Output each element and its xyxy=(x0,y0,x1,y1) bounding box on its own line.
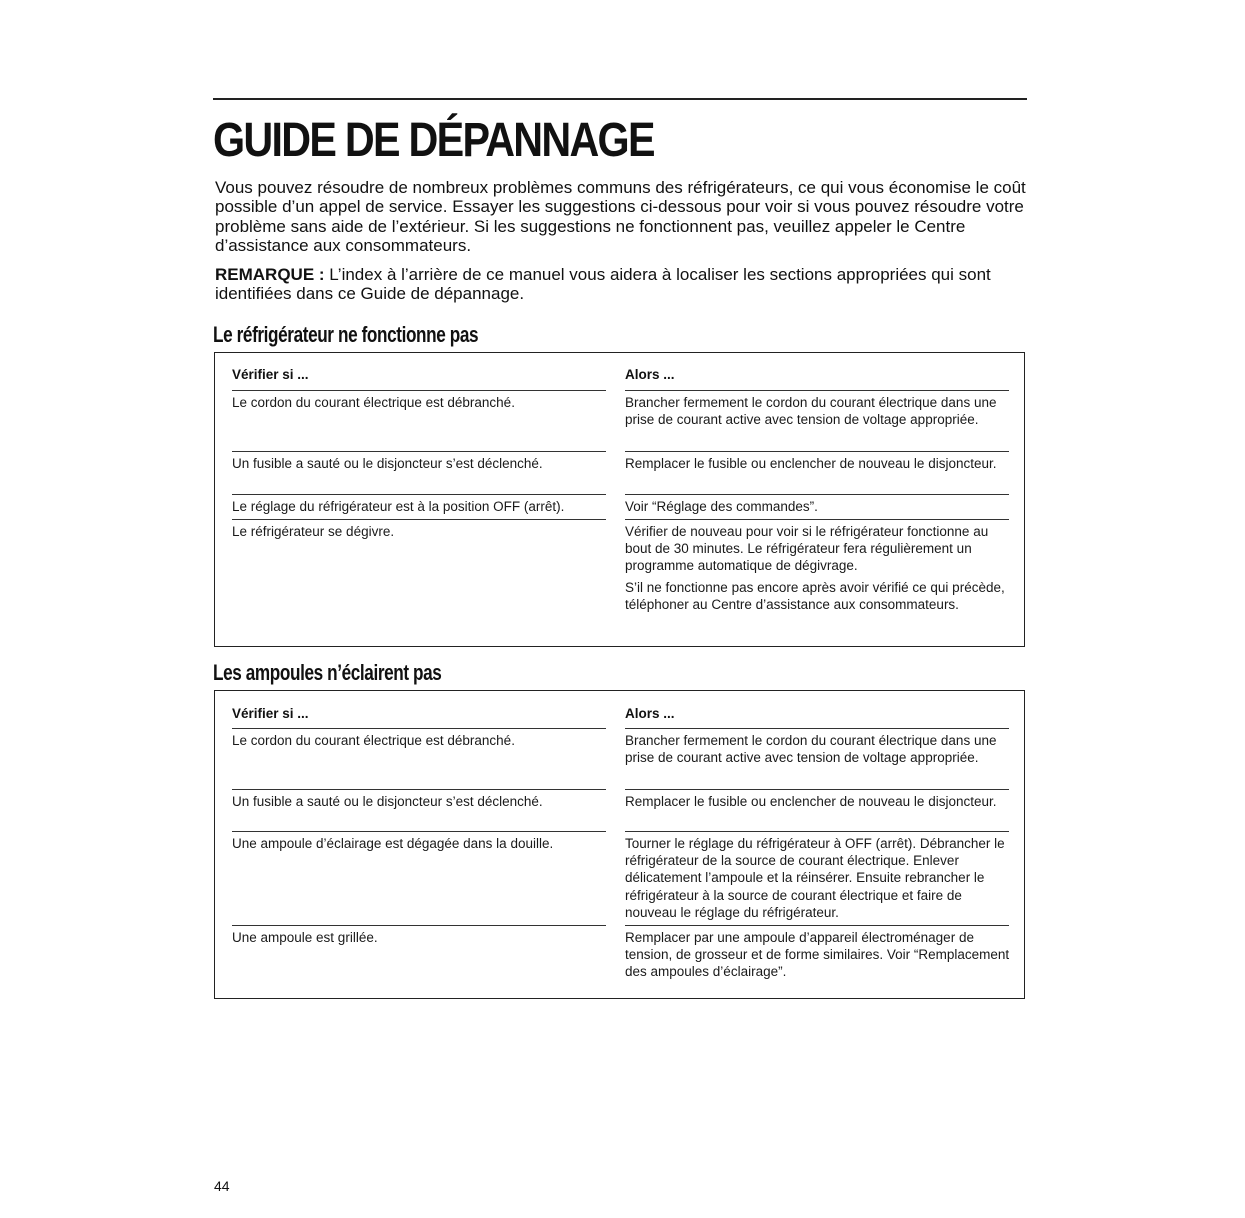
table-cell-check: Une ampoule d’éclairage est dégagée dans la douille. xyxy=(232,836,554,851)
divider xyxy=(625,831,1009,832)
intro-paragraph: Vous pouvez résoudre de nombreux problèmes communs des réfrigérateurs, ce qui vous économise le coût possible d’un appel de service. Essayer les suggestions ci-dessous pour voir si vous pouvez résoudre votre problème sans aide de l’extérieur. Si les suggestions ne fonctionnent pas, veuillez appeler le Centre d’assistance aux consommateurs. xyxy=(215,178,1026,256)
table-cell-then: Remplacer par une ampoule d’appareil électroménager de tension, de grosseur et de forme similaires. Voir “Remplacement des ampoules d’éclairage”. xyxy=(625,930,1010,980)
divider xyxy=(625,925,1009,926)
divider xyxy=(232,451,606,452)
table-cell-check: Un fusible a sauté ou le disjoncteur s’est déclenché. xyxy=(232,456,543,471)
table-cell-then xyxy=(625,523,1010,617)
table-cell-then: Remplacer le fusible ou enclencher de nouveau le disjoncteur. xyxy=(625,794,997,809)
column-header-then: Alors ... xyxy=(625,706,675,721)
section-title-not-running: Le réfrigérateur ne fonctionne pas xyxy=(213,322,479,347)
note-text: L’index à l’arrière de ce manuel vous aidera à localiser les sections appropriées qui sont identifiées dans ce Guide de dépannage. xyxy=(215,265,991,304)
page-number: 44 xyxy=(214,1178,230,1194)
table-cell-then: Brancher fermement le cordon du courant électrique dans une prise de courant active avec tension de voltage appropriée. xyxy=(625,733,997,766)
table-cell-check: Le cordon du courant électrique est débranché. xyxy=(232,395,515,410)
paragraph: S’il ne fonctionne pas encore après avoir vérifié ce qui précède, téléphoner au Centre d’assistance aux consommateurs. xyxy=(625,579,1005,612)
table-not-running xyxy=(214,352,1025,647)
table-cell-then: Voir “Réglage des commandes”. xyxy=(625,499,818,514)
table-lights-off xyxy=(214,690,1025,999)
section-title-lights-off: Les ampoules n’éclairent pas xyxy=(213,660,442,685)
table-cell-then: Brancher fermement le cordon du courant électrique dans une prise de courant active avec tension de voltage appropriée. xyxy=(625,395,997,428)
paragraph: Vérifier de nouveau pour voir si le réfrigérateur fonctionne au bout de 30 minutes. Le réfrigérateur fera régulièrement un programme automatique de dégivrage. xyxy=(625,524,989,574)
divider xyxy=(232,494,606,495)
divider xyxy=(232,728,606,729)
column-header-check: Vérifier si ... xyxy=(232,706,309,721)
top-rule xyxy=(213,98,1027,100)
table-cell-then: Tourner le réglage du réfrigérateur à OFF (arrêt). Débrancher le réfrigérateur de la source de courant électrique. Enlever délicatement l’ampoule et la réinsérer. Ensuite rebrancher le réfrigérateur à la source de courant électrique et faire de nouveau le réglage du réfrigérateur. xyxy=(625,836,1005,920)
table-cell-check: Une ampoule est grillée. xyxy=(232,930,378,945)
table-cell-check: Le réfrigérateur se dégivre. xyxy=(232,524,395,539)
table-cell-check: Un fusible a sauté ou le disjoncteur s’est déclenché. xyxy=(232,794,543,809)
divider xyxy=(625,451,1009,452)
divider xyxy=(625,728,1009,729)
column-header-check: Vérifier si ... xyxy=(232,367,309,382)
table-cell-check: Le réglage du réfrigérateur est à la position OFF (arrêt). xyxy=(232,499,565,514)
divider xyxy=(232,519,606,520)
divider xyxy=(625,494,1009,495)
divider xyxy=(232,831,606,832)
divider xyxy=(232,925,606,926)
note-label: REMARQUE : xyxy=(215,265,325,284)
note-paragraph xyxy=(215,265,1027,304)
divider xyxy=(625,519,1009,520)
divider xyxy=(232,789,606,790)
column-header-then: Alors ... xyxy=(625,367,675,382)
divider xyxy=(625,789,1009,790)
table-cell-check: Le cordon du courant électrique est débranché. xyxy=(232,733,515,748)
page-title: GUIDE DE DÉPANNAGE xyxy=(213,114,654,167)
divider xyxy=(625,390,1009,391)
divider xyxy=(232,390,606,391)
table-cell-then: Remplacer le fusible ou enclencher de nouveau le disjoncteur. xyxy=(625,456,997,471)
